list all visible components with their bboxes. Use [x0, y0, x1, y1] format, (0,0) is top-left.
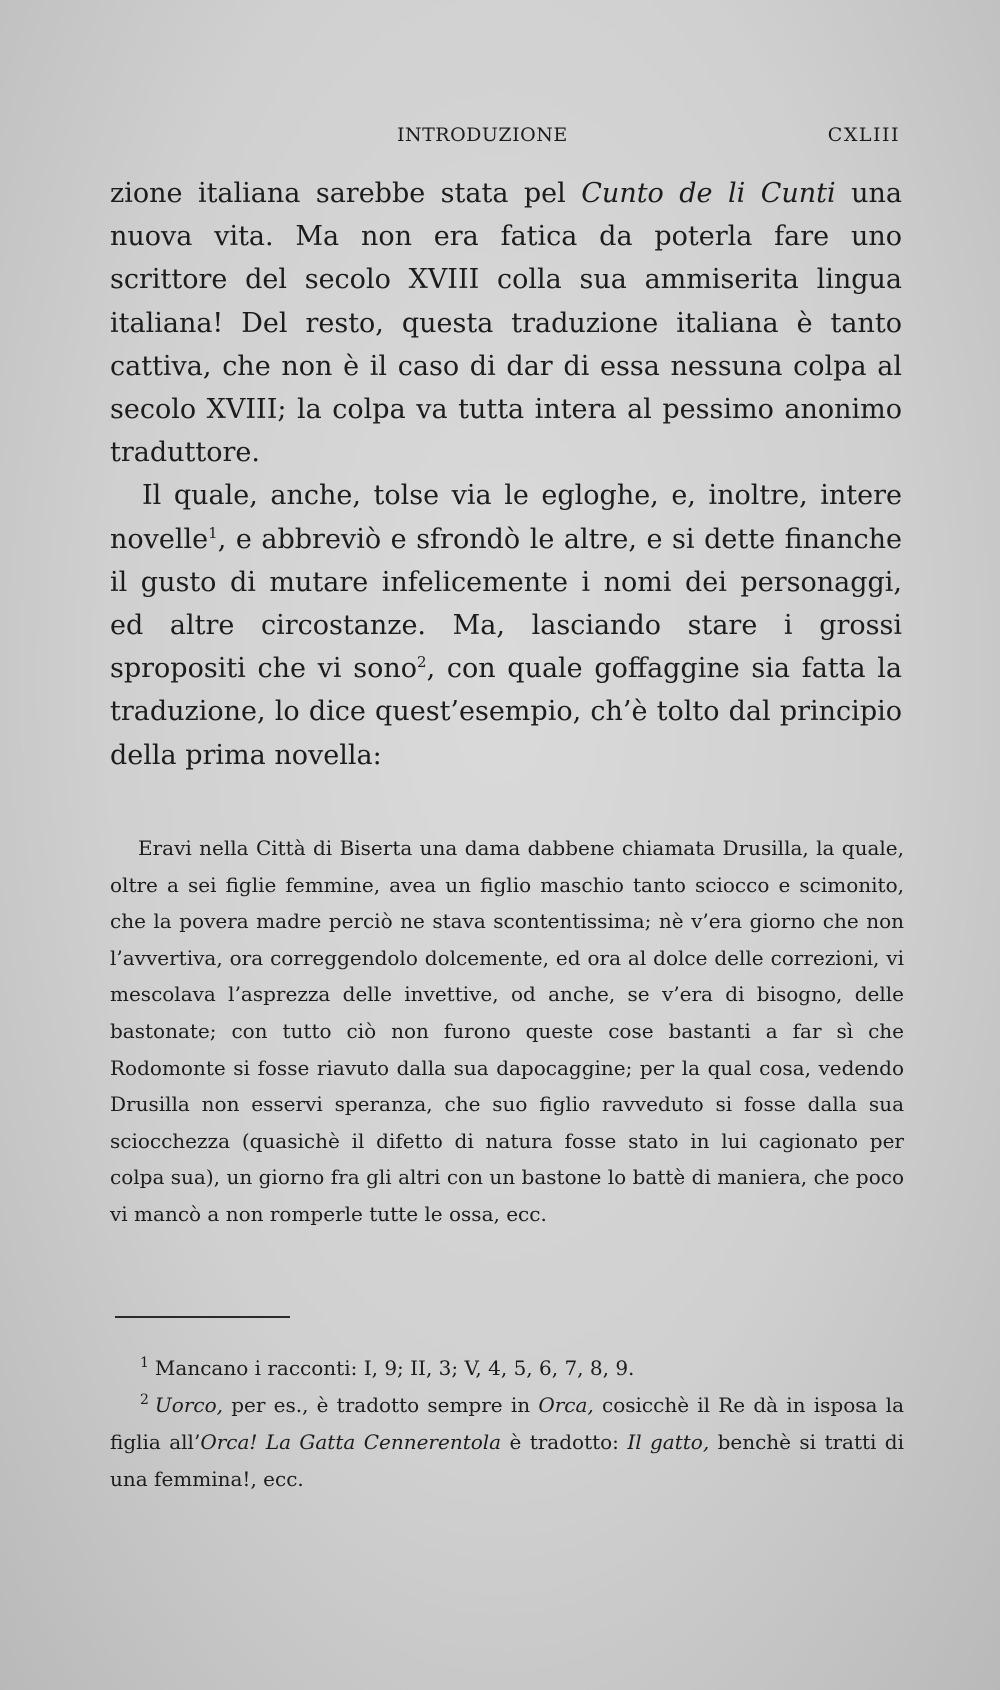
footnote-1 — [110, 1350, 904, 1387]
page-number: CXLIII — [827, 124, 900, 146]
paragraph-2-text-b: , e abbreviò e sfrondò le altre, e si dette finanche il gusto di mutare infelicemente i nomi dei personaggi, ed altre circostanze. Ma, lasciando stare i grossi spropositi che vi sono — [110, 523, 902, 685]
footnote-2-text-c: è tradotto: — [501, 1430, 628, 1454]
block-quote — [110, 830, 904, 1233]
paragraph-2-text-c: , con quale goffaggine sia fatta la traduzione, lo dice quest’esempio, ch’è tolto dal principio della prima novella: — [110, 653, 903, 771]
footnote-2-italic-a: Uorco, — [154, 1393, 223, 1417]
running-head: INTRODUZIONE — [397, 124, 568, 146]
footnote-1-text: Mancano i racconti: I, 9; II, 3; V, 4, 5, 6, 7, 8, 9. — [154, 1356, 635, 1380]
footnote-2-mark: 2 — [140, 1392, 149, 1409]
footnote-2-text-b: cosicchè il Re dà in isposa la figlia all’ — [110, 1393, 905, 1454]
footnote-2-text-d: benchè si tratti di una femmina!, ecc. — [110, 1430, 905, 1491]
footnote-2-italic-d: Il gatto, — [627, 1430, 710, 1454]
footnote-reference-1: 1 — [208, 523, 218, 542]
book-title-italic: Cunto de li Cunti — [581, 178, 836, 209]
paragraph-2 — [110, 474, 902, 776]
main-text — [110, 172, 902, 777]
footnote-2-italic-c: Orca! La Gatta Cennerentola — [200, 1430, 502, 1454]
footnotes — [110, 1350, 904, 1498]
footnote-1-mark: 1 — [140, 1355, 149, 1372]
paragraph-1-text-a: zione italiana sarebbe stata pel — [110, 178, 582, 209]
footnote-2 — [110, 1387, 904, 1498]
quote-text: Eravi nella Città di Biserta una dama dabbene chiamata Drusilla, la quale, oltre a sei figlie femmine, avea un figlio maschio tanto sciocco e scimonito, che la povera madre perciò ne stava scontentissima; nè v’era giorno che non l’avvertiva, ora correggendolo dolcemente, ed ora al dolce delle correzioni, vi mescolava l’asprezza delle invettive, od anche, se v’era di bisogno, delle bastonate; con tutto ciò non furono queste cose bastanti a far sì che Rodomonte si fosse riavuto dalla sua dapocaggine; per la qual cosa, vedendo Drusilla non esservi speranza, che suo figlio ravveduto si fosse dalla sua sciocchezza (quasichè il difetto di natura fosse stato in lui cagionato per colpa sua), un giorno fra gli altri con un bastone lo battè di maniera, che poco vi mancò a non romperle tutte le ossa, ecc. — [110, 836, 904, 1226]
footnote-separator-rule — [115, 1316, 290, 1318]
footnote-reference-2: 2 — [417, 653, 427, 672]
paragraph-1 — [110, 172, 902, 474]
footnote-2-text-a: per es., è tradotto sempre in — [222, 1393, 539, 1417]
page-header — [112, 124, 900, 154]
paragraph-2-text-a: Il quale, anche, tolse via le egloghe, e, inoltre, intere novelle — [110, 480, 902, 555]
paragraph-1-text-b: una nuova vita. Ma non era fatica da poterla fare uno scrittore del secolo XVIII colla sua ammiserita lingua italiana! Del resto, questa traduzione italiana è tanto cattiva, che non è il caso di dar di essa nessuna colpa al secolo XVIII; la colpa va tutta intera al pessimo anonimo traduttore. — [110, 178, 902, 469]
footnote-2-italic-b: Orca, — [538, 1393, 594, 1417]
